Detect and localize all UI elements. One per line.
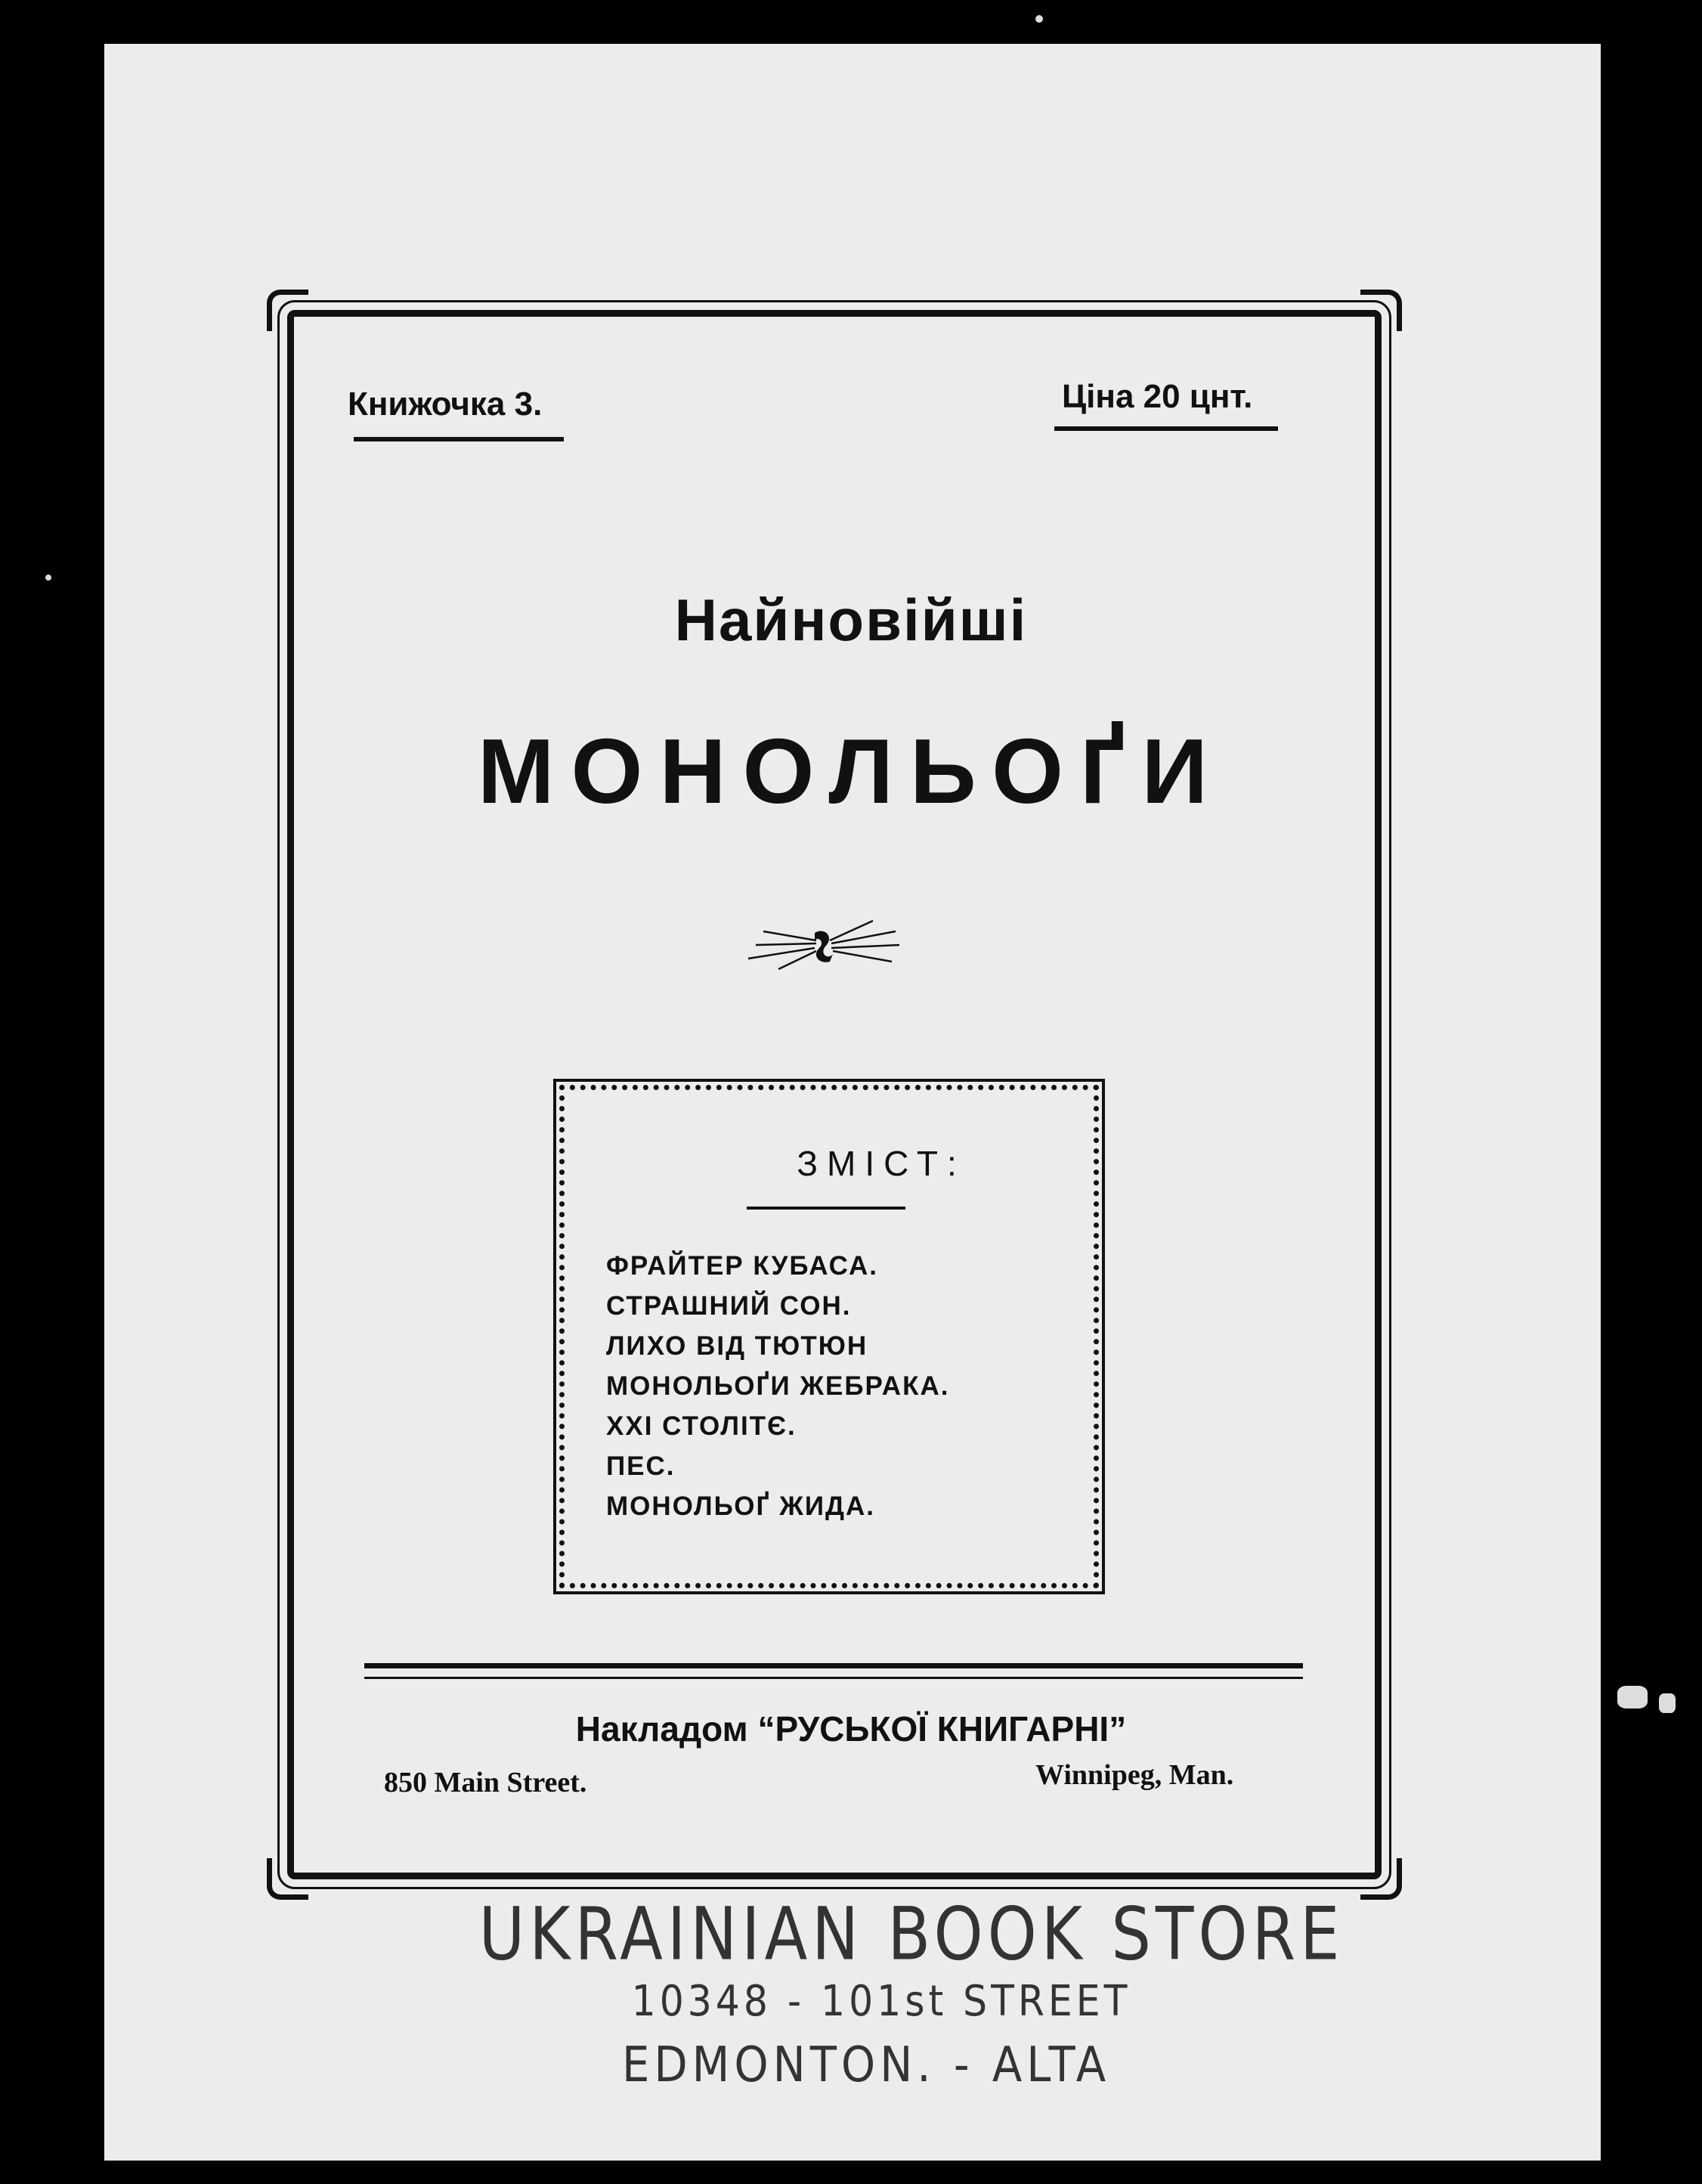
contents-list: [606, 1246, 949, 1526]
publisher-line: Накладом “РУСЬКОЇ КНИГАРНІ”: [575, 1709, 1127, 1749]
divider: [364, 1677, 1303, 1679]
publisher-address: 850 Main Street.: [384, 1767, 587, 1798]
store-stamp-street: 10348 - 101st STREET: [631, 1977, 1131, 2026]
heading-rule: [747, 1207, 905, 1210]
divider: [364, 1663, 1303, 1668]
list-item: СТРАШНИЙ СОН.: [606, 1291, 852, 1321]
price-label: Ціна 20 цнт.: [1062, 378, 1253, 415]
subtitle: Найновійші: [674, 587, 1028, 653]
price-underline: [1054, 426, 1278, 431]
page-title: МОНОЛЬОҐИ: [477, 720, 1225, 822]
booklet-underline: [354, 437, 564, 441]
ornament-icon: [741, 915, 907, 975]
list-item: XXI СТОЛІТЄ.: [606, 1411, 797, 1441]
contents-heading: ЗМІСТ:: [797, 1144, 966, 1183]
publisher-city: Winnipeg, Man.: [1035, 1759, 1234, 1791]
booklet-number: Книжочка 3.: [348, 386, 543, 423]
list-item: МОНОЛЬОҐИ ЖЕБРАКА.: [606, 1371, 950, 1401]
store-stamp-city: EDMONTON. - ALTA: [621, 2037, 1111, 2093]
store-stamp-name: UKRAINIAN BOOK STORE: [478, 1891, 1345, 1977]
list-item: ФРАЙТЕР КУБАСА.: [606, 1251, 879, 1281]
list-item: ЛИХО ВІД ТЮТЮН: [606, 1331, 868, 1361]
list-item: ПЕС.: [606, 1451, 676, 1481]
frame-corner: [267, 290, 308, 331]
list-item: МОНОЛЬОҐ ЖИДА.: [606, 1492, 875, 1521]
frame-corner: [1360, 290, 1402, 331]
